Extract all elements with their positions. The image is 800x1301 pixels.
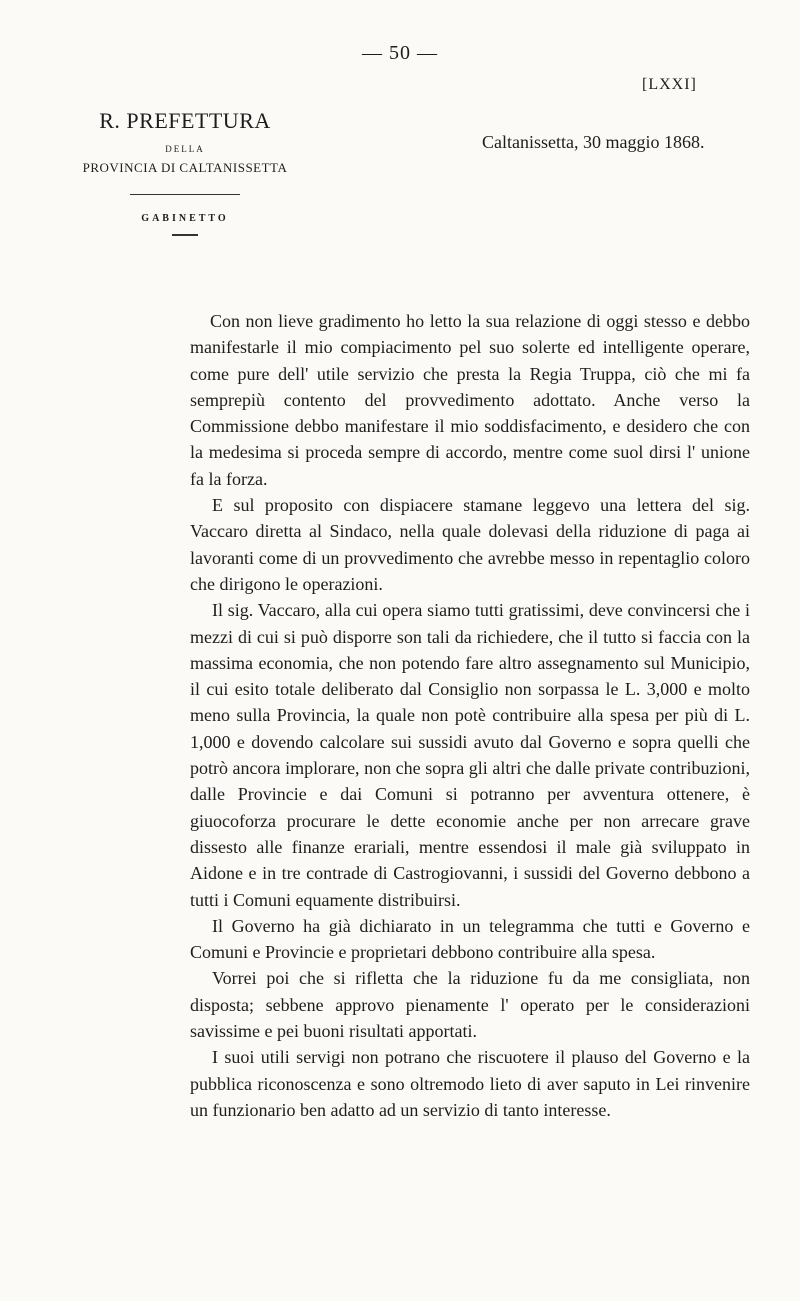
letterhead-title: R. PREFETTURA (99, 108, 271, 133)
letterhead-province: PROVINCIA DI CALTANISSETTA (82, 160, 288, 175)
paragraph: Con non lieve gradimento ho letto la sua relazione di oggi stesso e debbo manifestarle il mio compiacimento pel suo solerte ed intelligente operare, come pure dell' utile servizio che presta la Regia Truppa, ciò che mi fa semprepiù contento del provvedimento adottato. Anche verso la Commissione debbo manifestare il mio soddisfacimento, e desidero che con la medesima si proceda sempre di accordo, mentre come suol dirsi l' unione fa la forza. (190, 311, 750, 489)
place-date: Caltanissetta, 30 maggio 1868. (482, 132, 705, 152)
letterhead (60, 108, 310, 236)
page-number: — 50 — (362, 42, 438, 64)
letterhead-della: DELLA (165, 144, 205, 154)
letterhead-divider (130, 194, 240, 195)
paragraph: I suoi utili servigi non potrano che riscuotere il plauso del Governo e la pubblica riconoscenza e sono oltremodo lieto di aver saputo in Lei rinvenire un funzionario ben adatto ad un servizio di tanto interesse. (190, 1047, 750, 1120)
document-number: [LXXI] (642, 76, 697, 93)
letterhead-dash (172, 234, 198, 236)
letter-body (190, 308, 750, 1123)
paragraph: Il Governo ha già dichiarato in un telegramma che tutti e Governo e Comuni e Provincie e proprietari debbono contribuire alla spesa. (190, 915, 750, 963)
paragraph: Vorrei poi che si rifletta che la riduzione fu da me consigliata, non disposta; sebbene approvo pienamente l' operato per le considerazioni savissime e pei buoni risultati apportati. (190, 968, 750, 1042)
paragraph: E sul proposito con dispiacere stamane leggevo una lettera del sig. Vaccaro diretta al Sindaco, nella quale dolevasi della riduzione di paga ai lavoranti come di un provvedimento che avrebbe messo in repentaglio coloro che dirigono le operazioni. (190, 495, 750, 594)
paragraph: Il sig. Vaccaro, alla cui opera siamo tutti gratissimi, deve convincersi che i mezzi di cui si può disporre son tali da richiedere, che il tutto si faccia con la massima economia, che non potendo fare altro assegnamento sul Municipio, il cui esito totale deliberato dal Consiglio non sorpassa le L. 3,000 e molto meno sulla Provincia, la quale non potè contribuire alla spesa per più di L. 1,000 e dovendo calcolare sui sussidi avuto dal Governo e sopra quelli che potrò ancora implorare, non che sopra gli altri che dalle private contribuzioni, dalle Provincie e dai Comuni si potranno per avventura ottenere, è giuocoforza procurare le dette economie anche per non arrecare grave dissesto alle finanze erariali, mentre essendosi il male già sviluppato in Aidone e in tre contrade di Castrogiovanni, i sussidi del Governo debbono a tutti i Comuni equamente distribuirsi. (190, 600, 750, 910)
letterhead-cabinet: GABINETTO (141, 213, 229, 224)
